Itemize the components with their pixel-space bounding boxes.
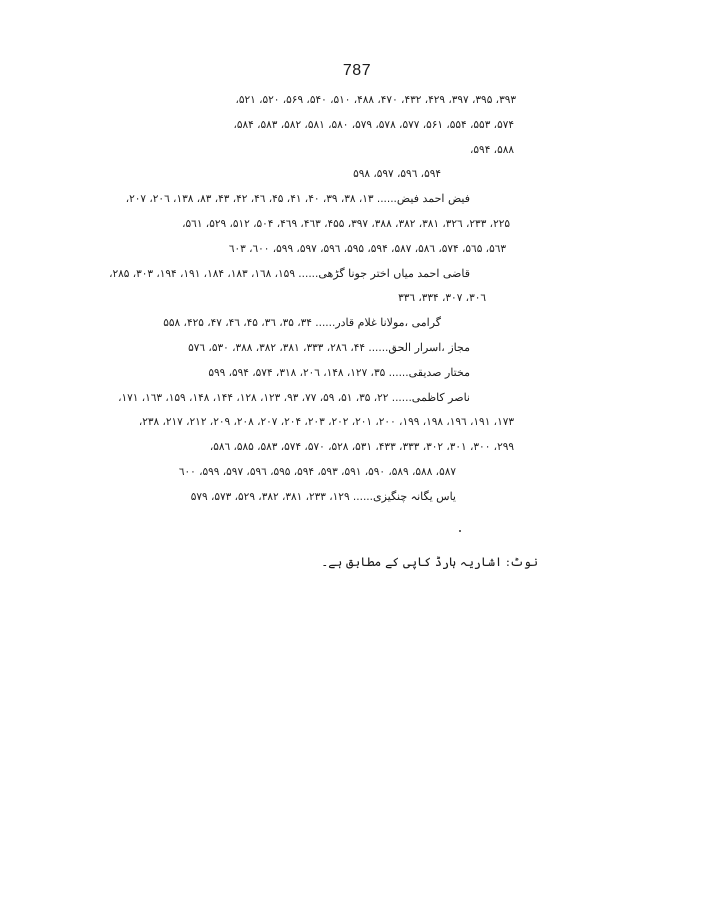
page-number: 787 xyxy=(342,62,372,79)
index-line: ٢٩٩، ٣٠٠، ٣٠١، ٣٠٢، ٣٣٣، ۴٣٣، ۵٣١، ۵٢٨، ۵٧٠، ۵٧۴، ۵٨٣، ۵٨۵، ۵٨٦، xyxy=(209,441,514,454)
index-line: ۵٧۴، ۵۵٣، ۵۵۴، ۵۶١، ۵٧٧، ۵٧٨، ۵٧٩، ۵٨٠، ۵٨١، ۵٨٢، ۵٨٣، ۵٨۴، xyxy=(233,118,514,131)
index-entry-qazi: قاضی احمد میاں اختر جونا گڑھی...... ١۵٩، ١٦٨، ١٨٣، ١٨۴، ١٩١، ١٩۴، ٣٠٣، ٢٨۵، xyxy=(109,266,470,280)
entry-name: گرامی ،مولانا غلام قادر xyxy=(335,316,441,330)
index-entry-nasir: ناصر کاظمی...... ٢٢، ٣۵، ۵١، ۵٩، ٧٧، ٩٣، ١٢٣، ١٢٨، ١۴۴، ١۴٨، ١۵٩، ١٦٣، ١٧١، xyxy=(118,390,470,404)
index-line: ۵٦٣، ۵٦۵، ۵٧۴، ۵٨٦، ۵٨٧، ۵٩۴، ۵٩۵، ۵٩٦، ۵٩٧، ۵٩٩، ٦٠٠، ٦٠٣ xyxy=(228,242,506,255)
index-line: ۵٨٨، ۵٩۴، xyxy=(470,143,514,156)
index-entry-yas: یاس یگانہ چنگیزی...... ١٢٩، ٢٣٣، ٣٨١، ٣٨٢، ۵٢٩، ۵٧٣، ۵٧٩ xyxy=(190,489,456,503)
footnote: نوٹ: اشاریہ ہارڈ کاپی کے مطابق ہے۔ xyxy=(321,555,538,569)
entry-name: فیض احمد فیض xyxy=(396,192,470,206)
index-entry-girami: گرامی ،مولانا غلام قادر...... ٣۴، ٣۵، ٣٦، ۴۵، ۴٦، ۴٧، ۴٢۵، ۵۵٨ xyxy=(163,316,441,330)
stray-dot xyxy=(459,530,461,532)
index-line: ۵٨٧، ۵٨٨، ۵٨٩، ۵٩٠، ۵٩١، ۵٩٣، ۵٩۴، ۵٩۵، ۵٩٦، ۵٩٧، ۵٩٩، ٦٠٠ xyxy=(178,465,456,478)
index-list xyxy=(109,88,526,510)
index-entry-faiz: فیض احمد فیض...... ١٣، ٣٨، ٣٩، ۴٠، ۴١، ۴۵، ۴٦، ۴٢، ۴٣، ٨٣، ١٣٨، ٢٠٦، ٢٠٧، xyxy=(125,192,470,206)
index-line: ۵٩۴، ۵٩٦، ۵٩٧، ۵٩٨ xyxy=(353,168,441,181)
index-line: ٢٢۵، ٢٣٣، ٣٢٦، ٣٨١، ٣٨٢، ٣٨٨، ٣٩٧، ۴۵۵، ۴٦٣، ۴٦٩، ۵٠۴، ۵١٢، ۵٢٩، ۵٦١، xyxy=(182,217,510,230)
index-line: ٣٩٣، ٣٩۵، ٣٩٧، ۴٢٩، ۴٣٢، ۴٧٠، ۴٨٨، ۵١٠، ۵۴٠، ۵۶٩، ۵٢٠، ۵٢١، xyxy=(235,94,516,106)
index-line: ١٧٣، ١٩١، ١٩٦، ١٩٨، ١٩٩، ٢٠٠، ٢٠١، ٢٠٢، ٢٠٣، ٢٠۴، ٢٠٧، ٢٠٨، ٢٠٩، ٢١٢، ٢١٧، ٢٣٨، xyxy=(138,416,514,429)
index-line: ٣٠٦، ٣٠٧، ٣٣۴، ٣٣٦ xyxy=(398,292,486,305)
index-entry-majaz: مجاز ،اسرار الحق...... ۴۴، ٢٨٦، ٣٣٣، ٣٨١، ٣٨٢، ٣٨٨، ۵٣٠، ۵٧٦ xyxy=(188,340,470,354)
entry-name: یاس یگانہ چنگیزی xyxy=(372,489,456,503)
entry-name: ناصر کاظمی xyxy=(411,390,470,404)
index-entry-mukhtar: مختار صدیقی...... ٣۵، ١٢٧، ١۴٨، ٢٠٦، ٣١٨، ۵٧۴، ۵٩۴، ۵٩٩ xyxy=(208,365,470,379)
entry-name: قاضی احمد میاں اختر جونا گڑھی xyxy=(318,266,470,280)
entry-name: مجاز ،اسرار الحق xyxy=(388,340,470,354)
entry-name: مختار صدیقی xyxy=(408,365,470,379)
